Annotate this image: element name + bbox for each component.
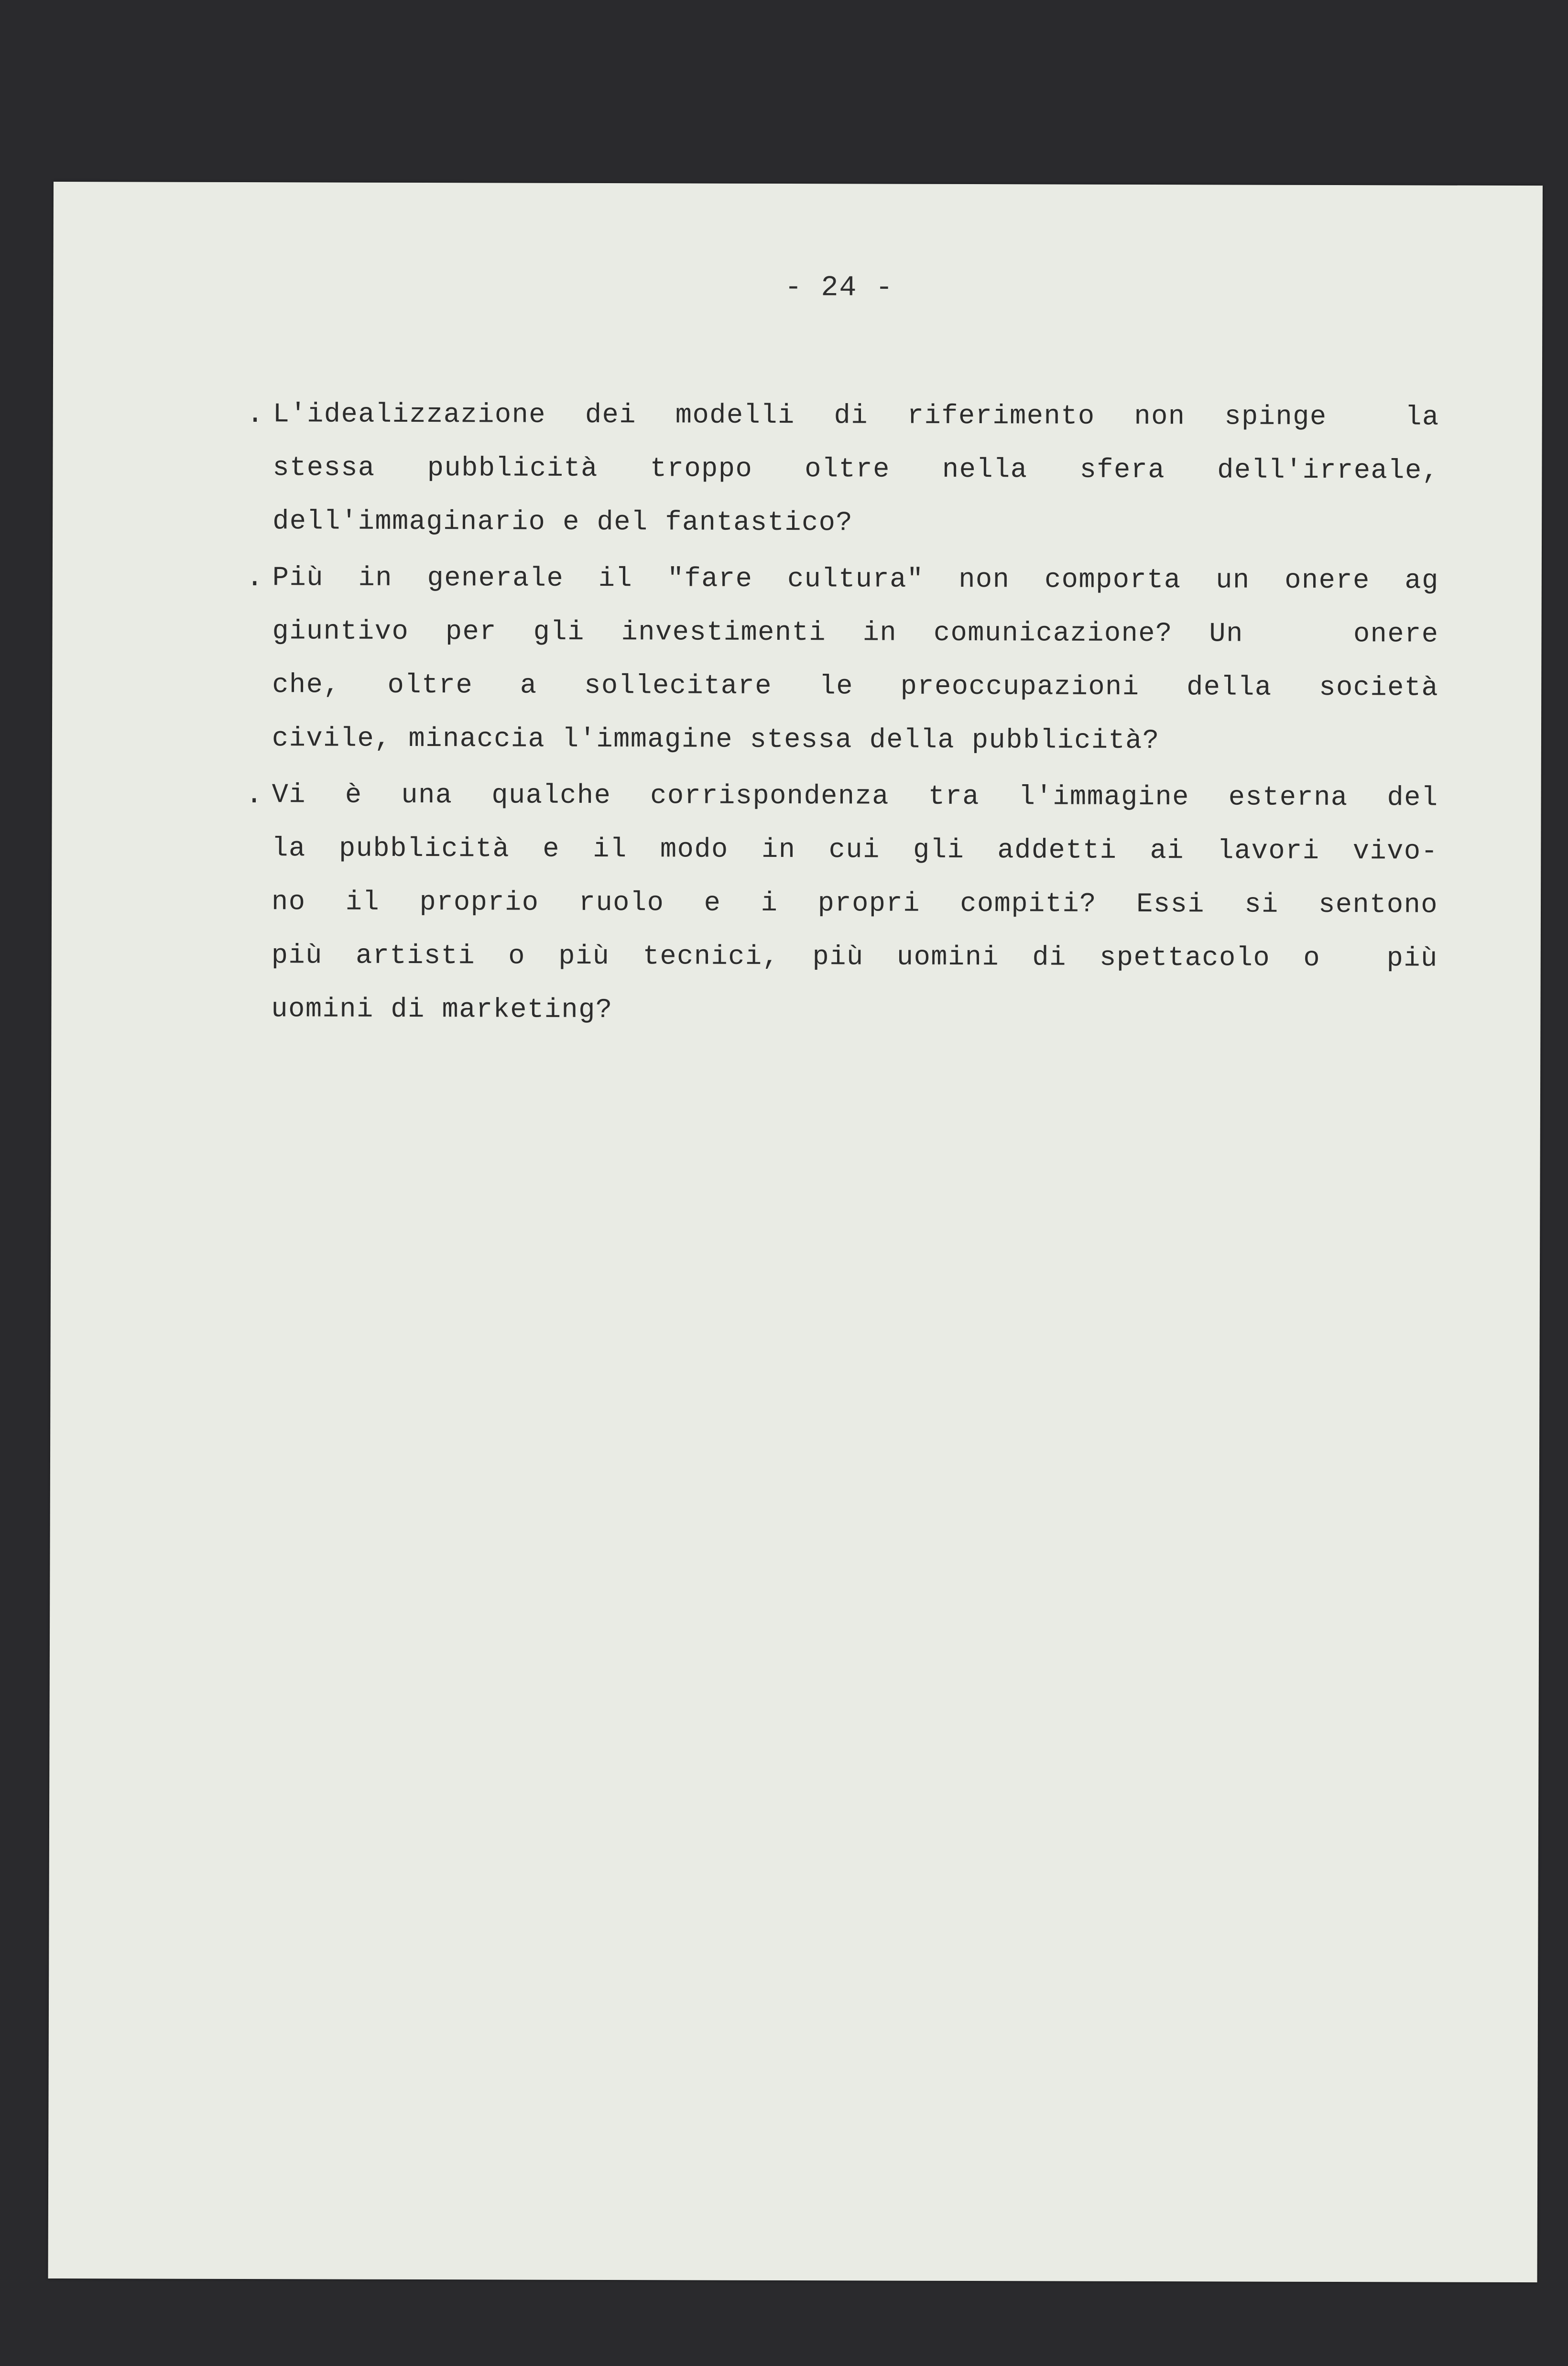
text-line: giuntivo per gli investimenti in comunicazione? Un onere: [272, 616, 1439, 650]
text-line: la pubblicità e il modo in cui gli addetti ai lavori vivo-: [272, 833, 1438, 867]
text-line: uomini di marketing?: [271, 994, 613, 1026]
text-line: L'idealizzazione dei modelli di riferimento non spinge la: [272, 399, 1439, 433]
text-line: no il proprio ruolo e i propri compiti? Essi si sentono: [271, 887, 1438, 921]
text-line: che, oltre a sollecitare le preoccupazioni della società: [272, 670, 1439, 704]
list-item: [246, 388, 1439, 551]
document-page: [48, 182, 1543, 2282]
list-item: [246, 551, 1439, 768]
text-line: dell'immaginario e del fantastico?: [272, 506, 853, 539]
text-line: Vi è una qualche corrispondenza tra l'immagine esterna del: [272, 780, 1438, 814]
question-list: [245, 388, 1439, 1039]
text-line: Più in generale il "fare cultura" non comporta un onere ag: [272, 563, 1439, 597]
bullet-marker: .: [246, 398, 264, 431]
bullet-marker: .: [245, 779, 263, 812]
page-number: - 24 -: [784, 272, 894, 305]
text-line: stessa pubblicità troppo oltre nella sfera dell'irreale,: [272, 453, 1439, 487]
list-item: [245, 768, 1438, 1039]
text-line: più artisti o più tecnici, più uomini di spettacolo o più: [271, 941, 1438, 975]
bullet-marker: .: [246, 562, 263, 595]
text-line: civile, minaccia l'immagine stessa della pubblicità?: [272, 723, 1160, 757]
